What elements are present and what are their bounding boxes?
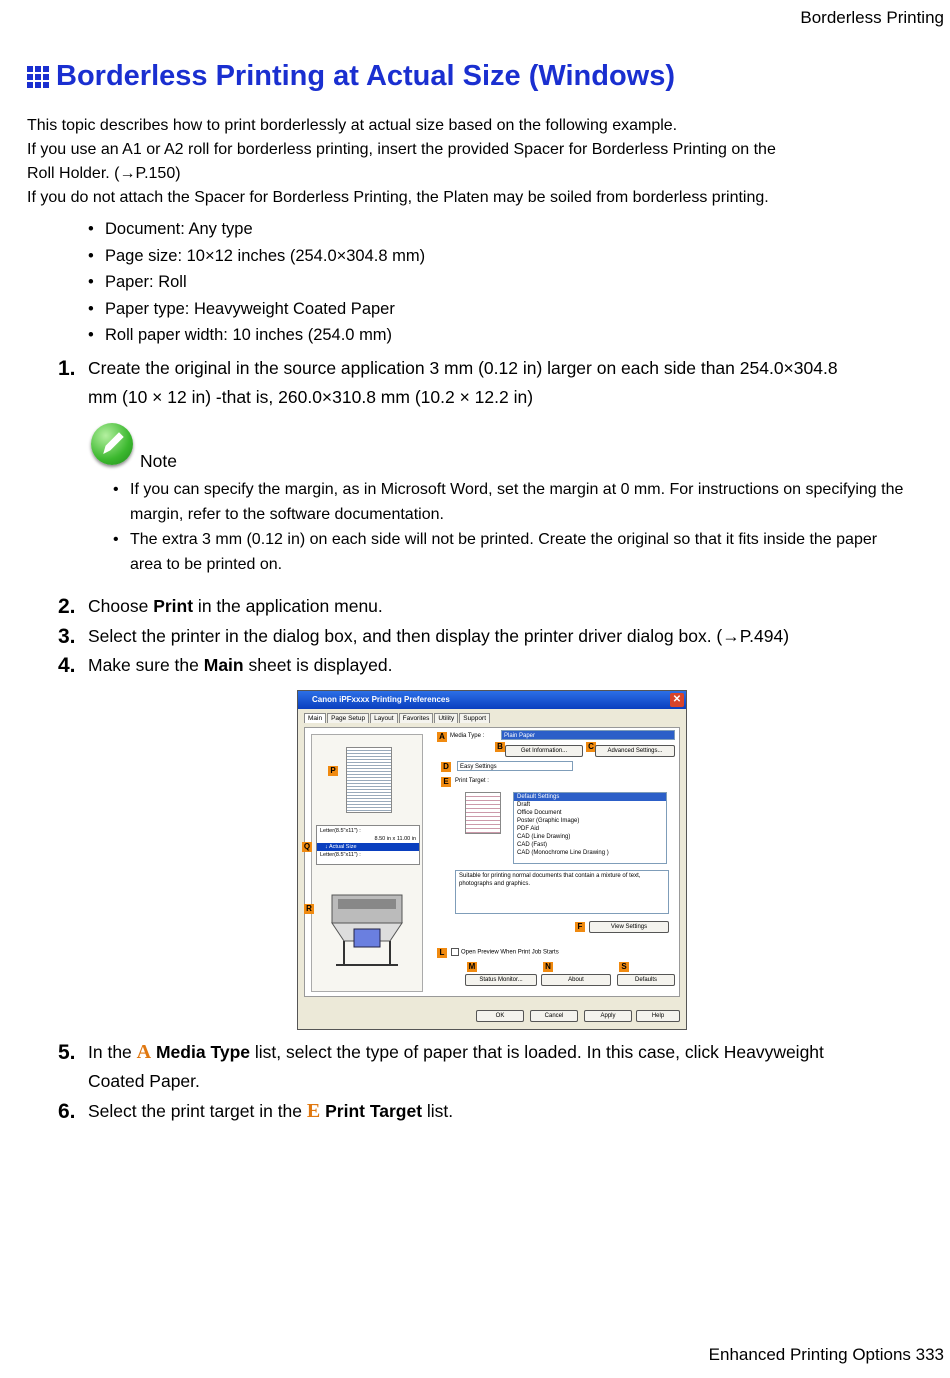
callout-q: Q	[303, 842, 311, 851]
intro	[27, 114, 927, 210]
section-grid-icon	[27, 66, 49, 88]
step-number: 1.	[58, 357, 76, 380]
note-pencil-icon	[91, 423, 133, 465]
main-sheet	[304, 727, 680, 997]
description-text: Suitable for printing normal documents that contain a mixture of text, photographs and graphics.	[459, 873, 641, 887]
advanced-settings-button[interactable]: Advanced Settings...	[595, 745, 675, 757]
size-info	[316, 825, 420, 865]
callout-letter: E	[306, 1100, 321, 1122]
actual-size-label: Actual Size	[328, 844, 357, 850]
step-text: in the application menu.	[193, 596, 383, 616]
open-preview-option[interactable]	[451, 948, 559, 956]
list-item[interactable]: CAD (Fast)	[517, 842, 547, 848]
defaults-button[interactable]: Defaults	[617, 974, 675, 986]
tab-support[interactable]: Support	[459, 713, 490, 723]
step-text: Coated Paper.	[88, 1071, 200, 1091]
page-footer: Enhanced Printing Options 333	[708, 1345, 944, 1364]
print-target-label: Print Target :	[455, 778, 489, 784]
step-5	[58, 1038, 824, 1096]
running-head: Borderless Printing	[800, 8, 944, 27]
actual-size-item[interactable]: ↓ Actual Size	[317, 843, 419, 851]
tab-utility[interactable]: Utility	[434, 713, 458, 723]
print-target-list[interactable]	[513, 792, 667, 864]
tab-page-setup[interactable]: Page Setup	[327, 713, 369, 723]
size-original-dim: 8.50 in x 11.00 in	[374, 836, 416, 842]
step-text: Create the original in the source application 3 mm (0.12 in) larger on each side than 254.0×304.8	[88, 358, 838, 378]
list-item[interactable]: PDF Aid	[517, 826, 540, 832]
callout-s: S	[619, 962, 629, 972]
callout-a: A	[437, 732, 447, 742]
step-text: sheet is displayed.	[243, 655, 393, 675]
step-number: 6.	[58, 1100, 76, 1123]
step-4	[58, 651, 393, 680]
step-text: Choose	[88, 596, 154, 616]
callout-l: L	[437, 948, 447, 958]
callout-b: B	[495, 742, 505, 752]
step-text: list, select the type of paper that is loaded. In this case, click Heavyweight	[250, 1042, 824, 1062]
list-item: • Paper type: Heavyweight Coated Paper	[88, 296, 425, 323]
step-number: 4.	[58, 654, 76, 677]
status-monitor-button[interactable]: Status Monitor...	[465, 974, 537, 986]
callout-c: C	[586, 742, 596, 752]
view-settings-button[interactable]: View Settings	[589, 921, 669, 933]
list-item: • Document: Any type	[88, 216, 425, 243]
step-text: Select the printer in the dialog box, and then display the printer driver dialog box. (→P.494)	[88, 626, 790, 646]
callout-n: N	[543, 962, 553, 972]
size-original: Letter(8.5"x11") :	[320, 828, 361, 834]
page-preview	[346, 747, 392, 813]
open-preview-label: Open Preview When Print Job Starts	[461, 949, 559, 956]
intro-line: If you use an A1 or A2 roll for borderless printing, insert the provided Spacer for Borderless Printing on the	[27, 141, 776, 158]
get-information-button[interactable]: Get Information...	[505, 745, 583, 757]
intro-line: If you do not attach the Spacer for Borderless Printing, the Platen may be soiled from borderless printing.	[27, 189, 769, 206]
page-title-text: Borderless Printing at Actual Size (Windows)	[56, 60, 676, 92]
printing-preferences-dialog	[297, 690, 687, 1030]
step-number: 2.	[58, 595, 76, 618]
tab-main[interactable]: Main	[304, 713, 326, 723]
help-button[interactable]: Help	[636, 1010, 680, 1022]
step-number: 5.	[58, 1041, 76, 1064]
cancel-button[interactable]: Cancel	[530, 1010, 578, 1022]
menu-term: Print	[153, 596, 194, 616]
note-label: Note	[140, 451, 177, 471]
step-6	[58, 1097, 454, 1126]
callout-f: F	[575, 922, 585, 932]
list-item: • Paper: Roll	[88, 269, 425, 296]
example-list	[88, 216, 425, 349]
media-type-label: Media Type :	[450, 733, 485, 739]
list-item[interactable]: Office Document	[517, 810, 562, 816]
callout-d: D	[441, 762, 451, 772]
step-1	[58, 354, 838, 412]
callout-e: E	[441, 777, 451, 787]
callout-r: R	[304, 904, 314, 914]
list-item[interactable]: Default Settings	[514, 793, 666, 801]
step-text: list.	[422, 1101, 454, 1121]
step-text: In the	[88, 1042, 137, 1062]
tab-layout[interactable]: Layout	[370, 713, 398, 723]
list-item[interactable]: Poster (Graphic Image)	[517, 818, 580, 824]
intro-line: This topic describes how to print borderlessly at actual size based on the following example.	[27, 117, 678, 134]
callout-p: P	[328, 766, 338, 776]
note-item: • If you can specify the margin, as in Microsoft Word, set the margin at 0 mm. For instructions on specifying the margin, refer to the software documentation.	[113, 477, 913, 527]
step-2	[58, 592, 383, 621]
about-button[interactable]: About	[541, 974, 611, 986]
list-item[interactable]: Draft	[517, 802, 531, 808]
list-item: • Page size: 10×12 inches (254.0×304.8 mm)	[88, 243, 425, 270]
open-preview-checkbox[interactable]	[451, 948, 459, 956]
step-text: Make sure the	[88, 655, 204, 675]
tab-favorites[interactable]: Favorites	[399, 713, 434, 723]
note-list	[113, 477, 913, 577]
page-title	[27, 60, 675, 93]
close-icon[interactable]: ✕	[670, 693, 684, 707]
tab-bar	[304, 713, 491, 723]
target-thumbnail	[465, 792, 501, 834]
ok-button[interactable]: OK	[476, 1010, 524, 1022]
sheet-term: Main	[203, 655, 244, 675]
dialog-title-bar	[298, 691, 686, 709]
step-text: mm (10 × 12 in) -that is, 260.0×310.8 mm (10.2 × 12.2 in)	[88, 387, 534, 407]
printer-illustration	[324, 885, 410, 967]
dialog-title: Canon iPFxxxx Printing Preferences	[312, 695, 450, 704]
step-number: 3.	[58, 625, 76, 648]
description-box	[455, 870, 669, 914]
list-item[interactable]: CAD (Monochrome Line Drawing )	[517, 850, 609, 856]
ui-term: Media Type	[155, 1042, 250, 1062]
size-output: Letter(8.5"x11") :	[320, 852, 361, 858]
note-item: • The extra 3 mm (0.12 in) on each side will not be printed. Create the original so that it fits inside the paper area to be printed on.	[113, 527, 913, 577]
ui-term: Print Target	[325, 1101, 423, 1121]
step-3	[58, 622, 790, 651]
easy-settings-select[interactable]: Easy Settings	[457, 761, 573, 771]
callout-letter: A	[136, 1041, 152, 1063]
list-item: • Roll paper width: 10 inches (254.0 mm)	[88, 322, 425, 349]
list-item[interactable]: CAD (Line Drawing)	[517, 834, 571, 840]
intro-line: Roll Holder. (→P.150)	[27, 165, 181, 182]
apply-button[interactable]: Apply	[584, 1010, 632, 1022]
media-type-select[interactable]: Plain Paper	[501, 730, 675, 740]
step-text: Select the print target in the	[88, 1101, 307, 1121]
callout-m: M	[468, 962, 476, 971]
